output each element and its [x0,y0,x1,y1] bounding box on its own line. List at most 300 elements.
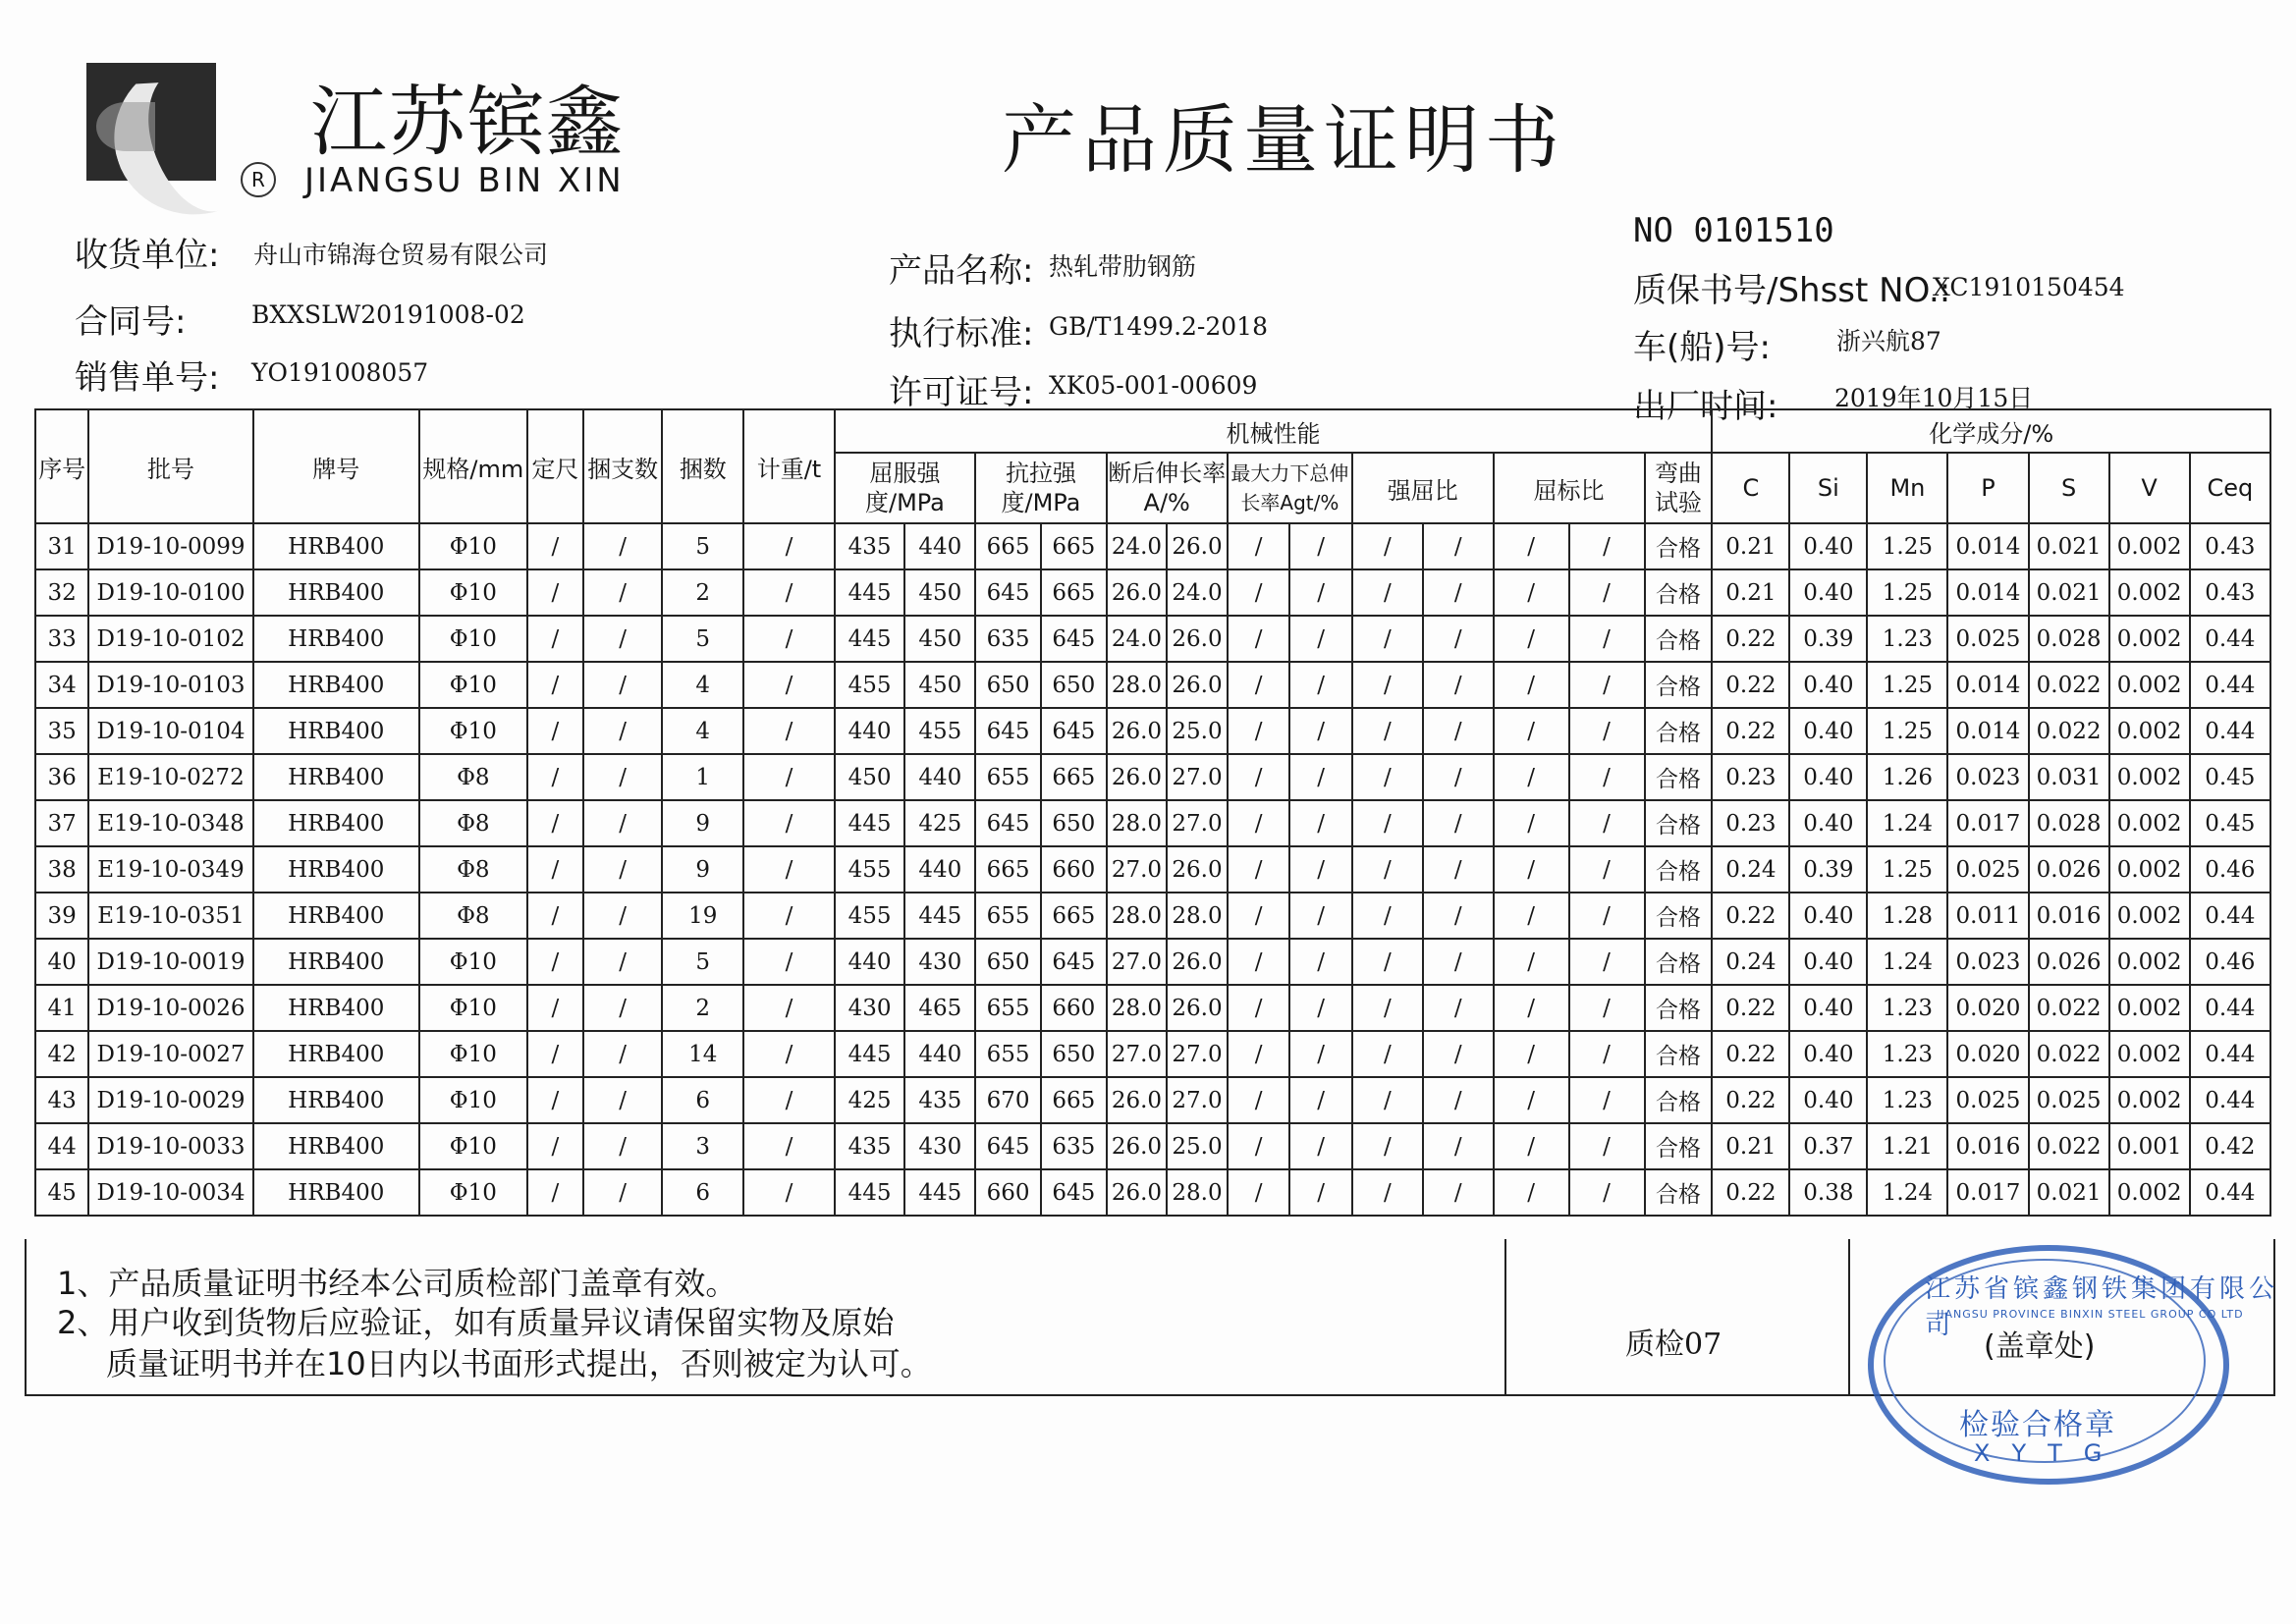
header-tensile: 抗拉强度/MPa [975,453,1106,523]
cell-t2: 645 [1041,616,1107,662]
cell-c: 0.22 [1712,616,1789,662]
table-row [35,1169,2270,1216]
header-bend: 弯曲试验 [1645,453,1713,523]
cell-spec: Φ10 [419,708,527,754]
cell-t2: 660 [1041,846,1107,893]
cell-y1: 445 [835,800,905,846]
cell-y2: 455 [904,708,975,754]
header-grade: 牌号 [253,409,419,523]
cell-batch: D19-10-0104 [88,708,252,754]
cell-p: 0.025 [1947,1077,2028,1123]
cell-si: 0.40 [1789,985,1867,1031]
cell-a2: / [1289,1077,1352,1123]
header-pieces: 捆支数 [583,409,662,523]
cell-s2: / [1423,846,1494,893]
cell-a1: / [1228,523,1290,569]
cell-v: 0.002 [2109,708,2190,754]
cell-a1: / [1228,800,1290,846]
cell-ceq: 0.45 [2190,800,2270,846]
cell-e2: 26.0 [1167,523,1228,569]
cell-p: 0.016 [1947,1123,2028,1169]
cell-grade: HRB400 [253,708,419,754]
cell-seq: 34 [35,662,88,708]
cell-r2: / [1569,754,1645,800]
cell-len: / [527,523,583,569]
cell-wt: / [743,754,834,800]
cell-c: 0.24 [1712,939,1789,985]
cell-batch: D19-10-0034 [88,1169,252,1216]
sales-value: YO191008057 [251,358,429,387]
cell-p: 0.025 [1947,846,2028,893]
cell-bundles: 3 [662,1123,743,1169]
cell-s: 0.022 [2029,1123,2109,1169]
cell-ceq: 0.46 [2190,939,2270,985]
cell-v: 0.002 [2109,754,2190,800]
cell-r1: / [1494,616,1569,662]
cell-s1: / [1352,1123,1423,1169]
cell-p: 0.014 [1947,569,2028,616]
cell-r1: / [1494,893,1569,939]
cell-seq: 38 [35,846,88,893]
stamp-english-text: JIANGSU PROVINCE BINXIN STEEL GROUP CO LTD [1937,1308,2244,1321]
cell-bundles: 19 [662,893,743,939]
cell-c: 0.21 [1712,523,1789,569]
cell-e1: 28.0 [1107,800,1168,846]
cell-s: 0.022 [2029,985,2109,1031]
cell-y1: 450 [835,754,905,800]
cell-v: 0.002 [2109,569,2190,616]
cell-a1: / [1228,1031,1290,1077]
shsst-label: 质保书号/Shsst NO.: [1633,271,1951,310]
cell-e2: 27.0 [1167,1031,1228,1077]
cell-s: 0.021 [2029,569,2109,616]
cell-a2: / [1289,1123,1352,1169]
cell-v: 0.002 [2109,662,2190,708]
cell-r1: / [1494,846,1569,893]
cell-wt: / [743,846,834,893]
cell-seq: 33 [35,616,88,662]
header-agt: 最大力下总伸长率Agt/% [1228,453,1352,523]
cell-y2: 450 [904,569,975,616]
cell-ceq: 0.44 [2190,616,2270,662]
cell-seq: 37 [35,800,88,846]
cell-wt: / [743,1169,834,1216]
cell-mn: 1.25 [1867,662,1947,708]
header-c: C [1712,453,1789,523]
cell-s: 0.025 [2029,1077,2109,1123]
cell-r2: / [1569,1123,1645,1169]
cell-s2: / [1423,754,1494,800]
cell-t1: 645 [975,708,1041,754]
cell-r1: / [1494,569,1569,616]
vehicle-value: 浙兴航87 [1836,327,1941,355]
cell-ceq: 0.43 [2190,569,2270,616]
cell-p: 0.017 [1947,1169,2028,1216]
cell-r2: / [1569,893,1645,939]
cell-batch: D19-10-0033 [88,1123,252,1169]
cell-len: / [527,662,583,708]
table-row [35,708,2270,754]
cell-si: 0.39 [1789,616,1867,662]
cell-spec: Φ8 [419,800,527,846]
cell-r1: / [1494,754,1569,800]
cell-bundles: 4 [662,708,743,754]
cell-a2: / [1289,523,1352,569]
standard-label: 执行标准: [889,314,1034,353]
header-ceq: Ceq [2190,453,2270,523]
cell-si: 0.39 [1789,846,1867,893]
cell-a2: / [1289,569,1352,616]
cell-ceq: 0.44 [2190,1169,2270,1216]
cell-grade: HRB400 [253,569,419,616]
cell-bundles: 5 [662,616,743,662]
cell-s: 0.022 [2029,662,2109,708]
cell-p: 0.014 [1947,662,2028,708]
cell-bend: 合格 [1645,1123,1713,1169]
cell-s1: / [1352,985,1423,1031]
cell-seq: 35 [35,708,88,754]
cell-s2: / [1423,893,1494,939]
cell-wt: / [743,662,834,708]
cell-e2: 24.0 [1167,569,1228,616]
table-row [35,616,2270,662]
cell-r2: / [1569,662,1645,708]
cell-a1: / [1228,985,1290,1031]
cell-t2: 635 [1041,1123,1107,1169]
table-row [35,893,2270,939]
table-row [35,569,2270,616]
cell-y1: 440 [835,939,905,985]
cell-a1: / [1228,662,1290,708]
cell-s1: / [1352,523,1423,569]
cell-wt: / [743,616,834,662]
cell-grade: HRB400 [253,939,419,985]
cell-t2: 665 [1041,1077,1107,1123]
cell-e1: 28.0 [1107,985,1168,1031]
cell-si: 0.40 [1789,1077,1867,1123]
cell-p: 0.011 [1947,893,2028,939]
table-row [35,846,2270,893]
cell-y2: 440 [904,523,975,569]
cell-pcs: / [583,708,662,754]
cell-seq: 44 [35,1123,88,1169]
cell-t2: 660 [1041,985,1107,1031]
cell-a1: / [1228,1077,1290,1123]
cell-batch: E19-10-0349 [88,846,252,893]
cell-v: 0.002 [2109,616,2190,662]
cell-s: 0.026 [2029,846,2109,893]
footer-note-3: 质量证明书并在10日内以书面形式提出，否则被定为认可。 [106,1345,932,1382]
cell-s: 0.016 [2029,893,2109,939]
cell-batch: D19-10-0102 [88,616,252,662]
cell-a2: / [1289,800,1352,846]
cell-c: 0.22 [1712,985,1789,1031]
date-value: 2019年10月15日 [1834,384,2034,412]
cell-s1: / [1352,616,1423,662]
cell-a2: / [1289,846,1352,893]
cell-c: 0.22 [1712,708,1789,754]
cell-mn: 1.25 [1867,569,1947,616]
cell-pcs: / [583,569,662,616]
cell-t1: 655 [975,893,1041,939]
cell-y2: 445 [904,1169,975,1216]
contract-label: 合同号: [75,302,187,342]
cell-y2: 430 [904,939,975,985]
cell-pcs: / [583,662,662,708]
table-row [35,985,2270,1031]
cell-seq: 36 [35,754,88,800]
cell-s: 0.021 [2029,523,2109,569]
cell-e2: 27.0 [1167,1077,1228,1123]
cell-grade: HRB400 [253,846,419,893]
cell-e2: 26.0 [1167,985,1228,1031]
cell-spec: Φ10 [419,569,527,616]
cell-t2: 645 [1041,1169,1107,1216]
cell-pcs: / [583,939,662,985]
cell-r2: / [1569,569,1645,616]
cell-s2: / [1423,1123,1494,1169]
brand-name-en: JIANGSU BIN XIN [304,161,625,200]
cell-bend: 合格 [1645,754,1713,800]
cell-seq: 45 [35,1169,88,1216]
stamp-company-text: 江苏省镔鑫钢铁集团有限公司 [1925,1274,2279,1340]
cell-len: / [527,754,583,800]
header-spec: 规格/mm [419,409,527,523]
cell-v: 0.002 [2109,1169,2190,1216]
cell-t1: 665 [975,523,1041,569]
cell-t1: 650 [975,662,1041,708]
cell-wt: / [743,939,834,985]
cell-t2: 650 [1041,1031,1107,1077]
cell-bend: 合格 [1645,800,1713,846]
cell-mn: 1.21 [1867,1123,1947,1169]
registered-mark-icon: R [241,162,276,197]
cell-a1: / [1228,569,1290,616]
cell-r1: / [1494,523,1569,569]
cell-y2: 465 [904,985,975,1031]
cell-bend: 合格 [1645,985,1713,1031]
cell-a1: / [1228,754,1290,800]
cell-r2: / [1569,800,1645,846]
cell-e1: 27.0 [1107,846,1168,893]
cell-grade: HRB400 [253,1077,419,1123]
cell-a1: / [1228,708,1290,754]
cell-p: 0.014 [1947,708,2028,754]
cell-batch: D19-10-0026 [88,985,252,1031]
cell-si: 0.40 [1789,708,1867,754]
cell-si: 0.40 [1789,1031,1867,1077]
cell-bend: 合格 [1645,1031,1713,1077]
cell-t1: 645 [975,800,1041,846]
cell-mn: 1.28 [1867,893,1947,939]
cell-c: 0.21 [1712,569,1789,616]
header-elongation: 断后伸长率A/% [1107,453,1228,523]
cell-bundles: 2 [662,985,743,1031]
product-label: 产品名称: [889,251,1034,291]
cell-wt: / [743,569,834,616]
company-logo [86,63,216,181]
cell-grade: HRB400 [253,1169,419,1216]
cell-e1: 26.0 [1107,1123,1168,1169]
cell-e2: 27.0 [1167,800,1228,846]
cell-batch: D19-10-0027 [88,1031,252,1077]
cell-bundles: 9 [662,800,743,846]
cell-len: / [527,893,583,939]
header-strength-ratio: 强屈比 [1352,453,1494,523]
cell-grade: HRB400 [253,1031,419,1077]
cell-r2: / [1569,939,1645,985]
cell-v: 0.002 [2109,1031,2190,1077]
cell-a2: / [1289,1031,1352,1077]
cell-bend: 合格 [1645,662,1713,708]
cell-r1: / [1494,662,1569,708]
cell-p: 0.020 [1947,985,2028,1031]
cell-s2: / [1423,708,1494,754]
cell-y1: 440 [835,708,905,754]
cell-v: 0.002 [2109,1077,2190,1123]
shsst-value: XC1910150454 [1933,273,2125,301]
cell-c: 0.22 [1712,1169,1789,1216]
cell-mn: 1.25 [1867,523,1947,569]
cell-ceq: 0.46 [2190,846,2270,893]
cell-spec: Φ10 [419,1123,527,1169]
cell-c: 0.22 [1712,662,1789,708]
cell-t2: 665 [1041,893,1107,939]
cell-seq: 32 [35,569,88,616]
cell-ceq: 0.45 [2190,754,2270,800]
cell-spec: Φ8 [419,754,527,800]
cell-p: 0.017 [1947,800,2028,846]
cell-ceq: 0.44 [2190,1077,2270,1123]
footer-note-2: 2、用户收到货物后应验证，如有质量异议请保留实物及原始 [57,1304,895,1341]
cell-e2: 28.0 [1167,893,1228,939]
table-row [35,1031,2270,1077]
cell-r1: / [1494,800,1569,846]
cell-s: 0.031 [2029,754,2109,800]
cell-c: 0.22 [1712,1031,1789,1077]
cell-s2: / [1423,800,1494,846]
cell-seq: 41 [35,985,88,1031]
cell-mn: 1.23 [1867,1031,1947,1077]
cell-len: / [527,800,583,846]
cell-a2: / [1289,1169,1352,1216]
stamp-label-text: 检验合格章 [1959,1408,2116,1442]
cell-s1: / [1352,1031,1423,1077]
header-bundles: 捆数 [662,409,743,523]
cell-s1: / [1352,1077,1423,1123]
cell-y2: 450 [904,662,975,708]
cell-wt: / [743,985,834,1031]
cell-pcs: / [583,846,662,893]
table-row [35,662,2270,708]
cell-si: 0.40 [1789,662,1867,708]
cell-ceq: 0.42 [2190,1123,2270,1169]
cell-s1: / [1352,893,1423,939]
cell-y1: 445 [835,1031,905,1077]
cell-y1: 455 [835,662,905,708]
cell-e2: 25.0 [1167,708,1228,754]
cell-y1: 445 [835,616,905,662]
cell-si: 0.40 [1789,754,1867,800]
header-p: P [1947,453,2028,523]
header-v: V [2109,453,2190,523]
header-yield: 屈服强度/MPa [835,453,976,523]
cell-t2: 665 [1041,523,1107,569]
cell-len: / [527,1077,583,1123]
cell-bend: 合格 [1645,616,1713,662]
cell-mn: 1.23 [1867,985,1947,1031]
cell-a1: / [1228,846,1290,893]
cell-wt: / [743,893,834,939]
header-yield-ratio: 屈标比 [1494,453,1645,523]
cell-pcs: / [583,1123,662,1169]
cell-bundles: 1 [662,754,743,800]
cell-t1: 670 [975,1077,1041,1123]
cell-wt: / [743,1123,834,1169]
cell-e2: 25.0 [1167,1123,1228,1169]
cell-e2: 26.0 [1167,616,1228,662]
cell-mn: 1.23 [1867,1077,1947,1123]
cell-si: 0.37 [1789,1123,1867,1169]
cell-grade: HRB400 [253,523,419,569]
cell-s: 0.028 [2029,616,2109,662]
cell-e1: 27.0 [1107,939,1168,985]
cell-si: 0.38 [1789,1169,1867,1216]
cell-bundles: 5 [662,939,743,985]
cell-v: 0.002 [2109,523,2190,569]
cell-r2: / [1569,616,1645,662]
cell-v: 0.002 [2109,800,2190,846]
header-s: S [2029,453,2109,523]
cell-s2: / [1423,569,1494,616]
cell-batch: D19-10-0099 [88,523,252,569]
cell-grade: HRB400 [253,754,419,800]
cell-bend: 合格 [1645,1077,1713,1123]
cell-s1: / [1352,754,1423,800]
cell-p: 0.023 [1947,939,2028,985]
seal-placeholder: (盖章处) [1984,1329,2096,1364]
cell-seq: 40 [35,939,88,985]
cell-batch: E19-10-0348 [88,800,252,846]
cell-y2: 450 [904,616,975,662]
cell-bend: 合格 [1645,893,1713,939]
header-length: 定尺 [527,409,583,523]
cell-t1: 655 [975,1031,1041,1077]
certificate-number: NO 0101510 [1633,211,1834,250]
cell-v: 0.002 [2109,893,2190,939]
cell-s2: / [1423,523,1494,569]
header-seq: 序号 [35,409,88,523]
cell-spec: Φ10 [419,523,527,569]
cell-bend: 合格 [1645,939,1713,985]
cell-batch: D19-10-0103 [88,662,252,708]
cell-a2: / [1289,754,1352,800]
cell-r2: / [1569,523,1645,569]
cell-y2: 445 [904,893,975,939]
cell-r2: / [1569,846,1645,893]
cell-e2: 26.0 [1167,939,1228,985]
cell-r2: / [1569,1169,1645,1216]
cell-y2: 440 [904,846,975,893]
cell-seq: 42 [35,1031,88,1077]
cell-si: 0.40 [1789,800,1867,846]
product-value: 热轧带肋钢筋 [1049,252,1197,281]
cell-y2: 425 [904,800,975,846]
cell-bend: 合格 [1645,846,1713,893]
cell-y2: 440 [904,1031,975,1077]
cell-e1: 24.0 [1107,523,1168,569]
cell-c: 0.24 [1712,846,1789,893]
